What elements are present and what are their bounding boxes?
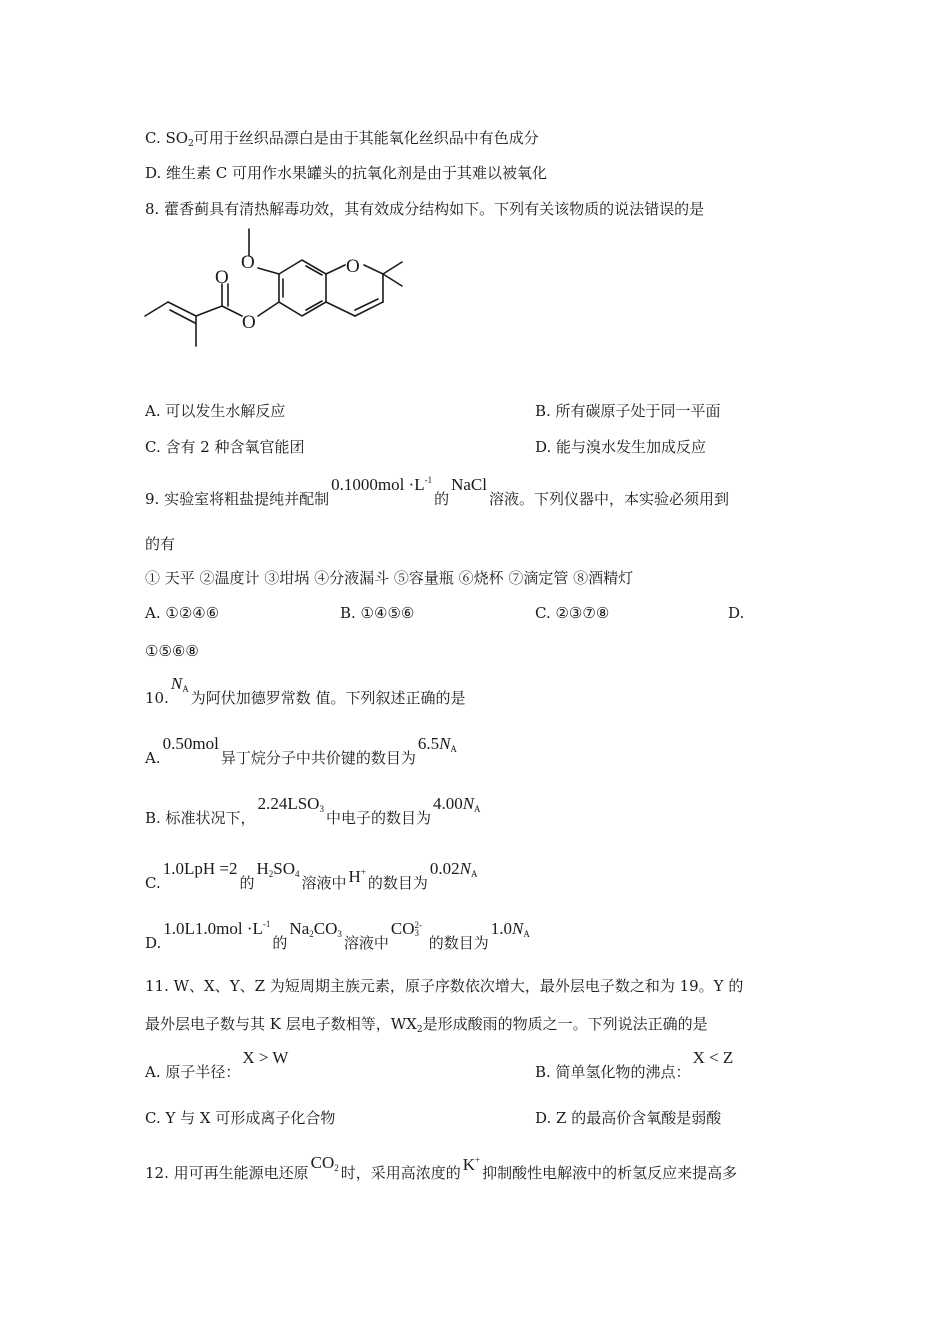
q9-nacl: NaCl <box>451 475 487 494</box>
q9-concentration: $0.1000mol \cdot L^{-1}$ <box>331 475 433 494</box>
q10-option-b: B. 标准状况下，$2.24LSO_3$ 中电子的数目为$4.00N_A$ <box>145 794 481 827</box>
q11-option-d: D. Z 的最高价含氧酸是弱酸 <box>535 1109 722 1127</box>
q9-option-c: C. ②③⑦⑧ <box>535 604 610 622</box>
q11-option-b: B. 简单氢化物的沸点：X < Z <box>535 1048 734 1081</box>
q9-option-d-cont: ①⑤⑥⑧ <box>145 642 199 660</box>
q10-option-a: A.0.50mol异丁烷分子中共价键的数目为$6.5N_A$ <box>145 734 457 767</box>
methoxy-oxygen: O <box>241 252 255 273</box>
q10-option-d: $D.1.0L1.0mol \cdot L^{-1}$的$Na_2CO_3$ 溶液中CO 2- 3 的数目为$1.0N_A$ <box>145 919 530 952</box>
q10-na-symbol: $N_A$ <box>170 674 189 694</box>
q9-option-d: D. <box>728 604 745 622</box>
structure-diagram <box>140 222 430 362</box>
q10-option-c: C.1.0LpH =2的$H_2SO_4$ 溶液中 H+的数目为$0.02N_A$ <box>145 859 478 892</box>
q8-stem: 8. 藿香蓟具有清热解毒功效，其有效成分结构如下。下列有关该物质的说法错误的是 <box>145 200 705 218</box>
q11-stem-line1: 11. W、X、Y、Z 为短周期主族元素，原子序数依次增大，最外层电子数之和为 19。Y 的 <box>145 977 744 995</box>
q8-option-d: D. 能与溴水发生加成反应 <box>535 438 707 456</box>
q11-stem-line2: 最外层电子数与其 K 层电子数相等，$WX_2$是形成酸雨的物质之一。下列说法正确的是 <box>145 1015 708 1035</box>
ring-oxygen: O <box>346 256 360 277</box>
q9-apparatus-list: ① 天平 ②温度计 ③坩埚 ④分液漏斗 ⑤容量瓶 ⑥烧杯 ⑦滴定管 ⑧酒精灯 <box>145 569 634 587</box>
q7-option-c: C. $SO_2$可用于丝织品漂白是由于其能氧化丝织品中有色成分 <box>145 129 539 149</box>
q9-stem-cont: 的有 <box>145 535 176 553</box>
q8-option-c: C. 含有 2 种含氧官能团 <box>145 438 305 456</box>
ester-oxygen: O <box>242 312 256 333</box>
q9-stem: 9. 实验室将粗盐提纯并配制$0.1000mol \cdot L^{-1}$的NaCl溶液。下列仪器中，本实验必须用到 <box>145 475 730 508</box>
q11-option-a: A. 原子半径：X > W <box>145 1048 289 1081</box>
q12-stem: 12. 用可再生能源电还原$CO_2$ 时，采用高浓度的 K+抑制酸性电解液中的析氢反应来提高多 <box>145 1153 738 1182</box>
q9-option-a: A. ①②④⑥ <box>145 604 220 622</box>
q11-option-c: C. Y 与 X 可形成离子化合物 <box>145 1109 336 1127</box>
q8-option-b: B. 所有碳原子处于同一平面 <box>535 402 721 420</box>
q7-option-d: D. 维生素 C 可用作水果罐头的抗氧化剂是由于其难以被氧化 <box>145 164 548 182</box>
q10-stem: $10.N_A$ 为阿伏加德罗常数 值。下列叙述正确的是 <box>145 674 466 707</box>
q9-option-b: B. ①④⑤⑥ <box>340 604 415 622</box>
carbonyl-oxygen: O <box>215 267 229 288</box>
q8-option-a: A. 可以发生水解反应 <box>145 402 286 420</box>
